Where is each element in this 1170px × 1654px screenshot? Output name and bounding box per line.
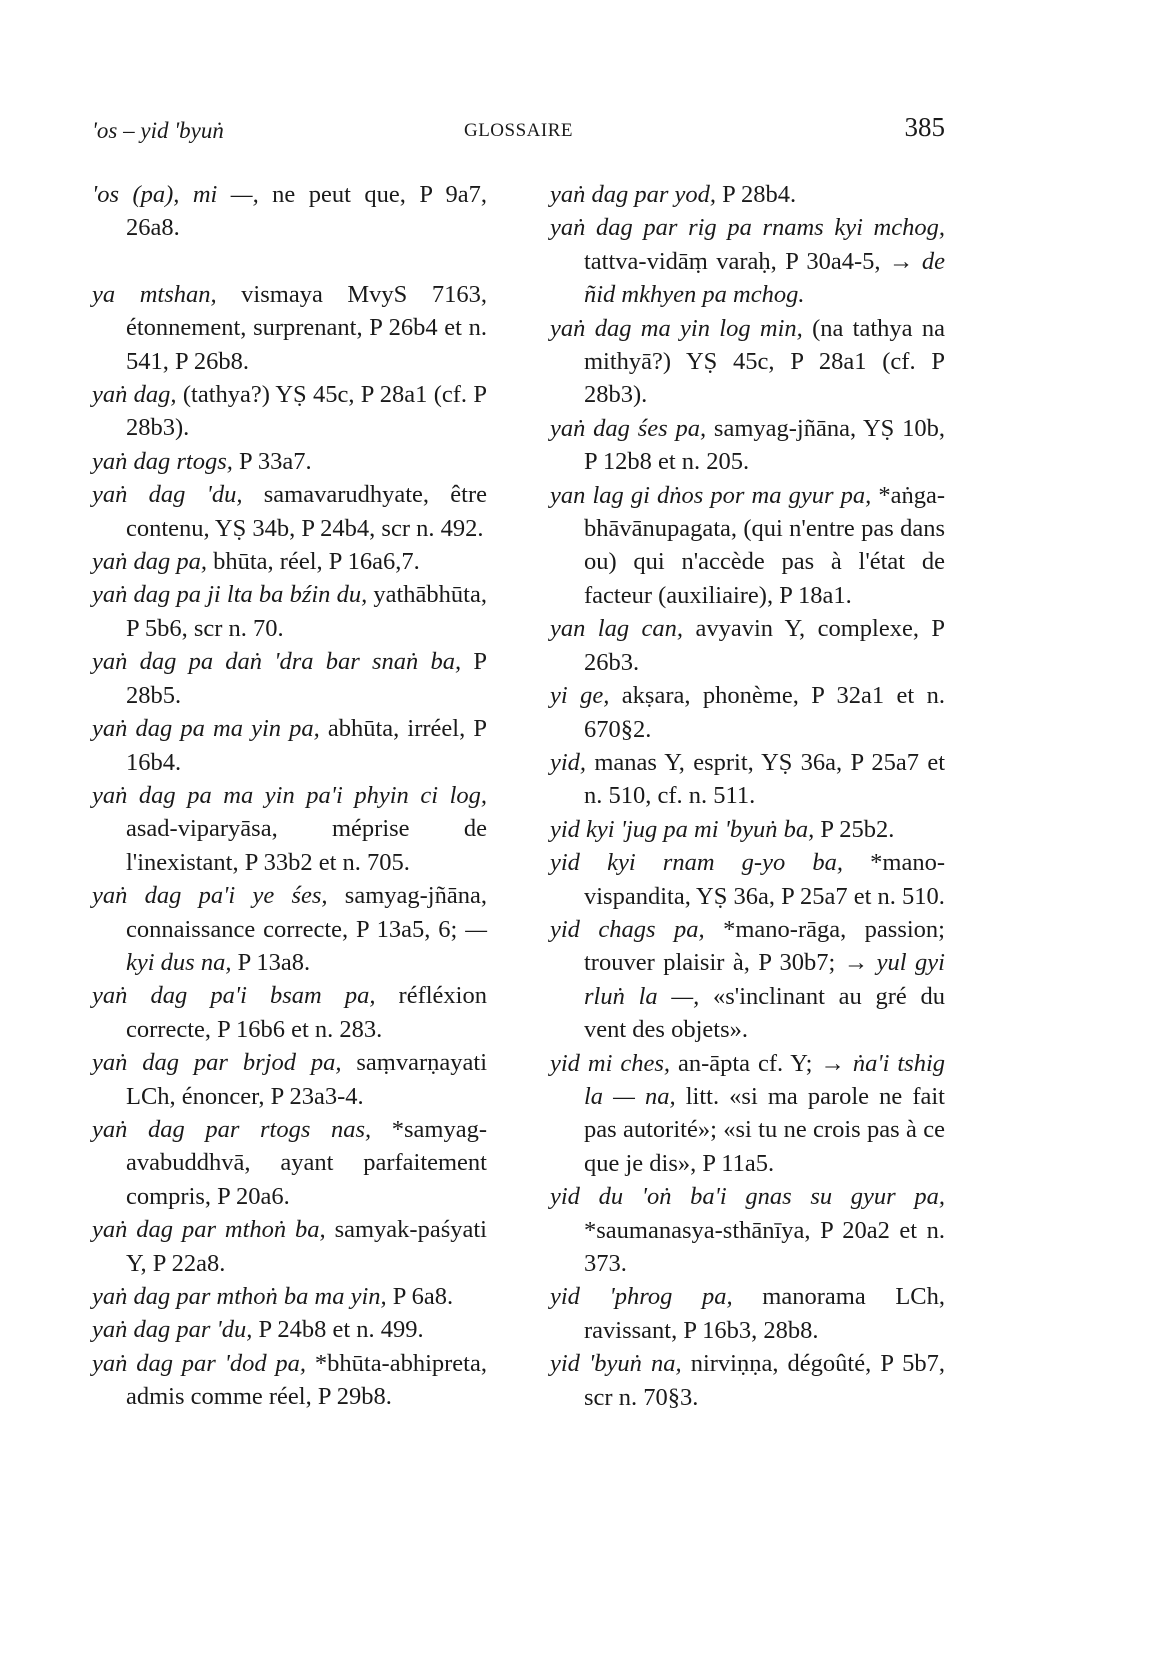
glossary-entry: [92, 979, 487, 1046]
glossary-entry: [92, 879, 487, 979]
entry-headword: yaṅ dag par 'du,: [92, 1316, 253, 1344]
glossary-entry: [550, 1347, 945, 1414]
entry-definition: (na tathya na mithyā?) YṢ 45c, P 28a1 (cf. P 28b3).: [584, 314, 945, 409]
entry-definition: *mano-vispandita, YṢ 36a, P 25a7 et n. 510.: [584, 849, 945, 910]
glossary-entry: [92, 645, 487, 712]
glossary-entry: [92, 712, 487, 779]
glossary-entry: [550, 1280, 945, 1347]
entry-definition: abhūta, irréel, P 16b4.: [126, 715, 487, 776]
entry-headword: yaṅ dag pa,: [92, 548, 207, 576]
entry-headword: yaṅ dag par rig pa rnams kyi mchog,: [550, 214, 945, 242]
glossary-entry: [550, 1047, 945, 1181]
glossary-entry: [92, 1347, 487, 1414]
entry-subheadword: de ñid mkhyen pa mchog.: [584, 247, 945, 309]
entry-headword: 'os (pa), mi —,: [92, 181, 259, 208]
page-number: 385: [904, 112, 945, 142]
glossary-entry: [550, 412, 945, 479]
entry-headword: yaṅ dag par 'dod pa,: [92, 1349, 307, 1377]
entry-definition: asad-viparyāsa, méprise de l'inexistant, P 33b2 et n. 705.: [126, 815, 487, 876]
entry-headword: yid 'byuṅ na,: [550, 1350, 682, 1378]
entry-headword: yaṅ dag pa ji lta ba bźin du,: [92, 581, 368, 609]
entry-definition: P 33a7.: [232, 447, 312, 475]
entry-subdefinition: litt. «si ma parole ne fait pas autorité»; «si tu ne crois pas à ce que je dis», P 11a5.: [584, 1082, 945, 1177]
entry-headword: yi ge,: [550, 682, 610, 710]
entry-headword: yaṅ dag par yod,: [550, 181, 717, 208]
entry-headword: yaṅ dag par rtogs nas,: [92, 1115, 372, 1143]
entry-headword: yaṅ dag pa'i bsam pa,: [92, 982, 376, 1010]
section-title: GLOSSAIRE: [463, 120, 573, 141]
entry-definition: avyavin Y, complexe, P 26b3.: [584, 615, 946, 676]
entry-definition: P 24b8 et n. 499.: [252, 1316, 424, 1344]
entry-headword: yaṅ dag par mthoṅ ba,: [92, 1216, 326, 1244]
entry-subheadword: — kyi dus na,: [126, 915, 487, 976]
glossary-entry: [550, 846, 945, 913]
entry-definition: bhūta, réel, P 16a6,7.: [207, 548, 420, 576]
glossary-entry: [550, 679, 945, 746]
entry-definition: manas Y, esprit, YṢ 36a, P 25a7 et n. 510, cf. n. 511.: [584, 748, 945, 810]
glossary-entry: [92, 445, 487, 478]
entry-definition: réfléxion correcte, P 16b6 et n. 283.: [126, 982, 487, 1043]
entry-headword: yaṅ dag,: [92, 381, 177, 409]
glossary-entry: [92, 1313, 487, 1346]
glossary-entry: [92, 1280, 487, 1313]
left-column: [92, 178, 487, 1414]
entry-definition: tattva-vidāṃ varaḥ, P 30a4-5, →: [584, 247, 914, 275]
entry-definition: akṣara, phonème, P 32a1 et n. 670§2.: [584, 682, 945, 743]
entry-definition: saṃvarṇayati LCh, énoncer, P 23a3-4.: [126, 1049, 487, 1110]
entry-definition: an-āpta cf. Y; →: [670, 1049, 845, 1077]
entry-headword: yaṅ dag 'du,: [92, 481, 243, 509]
page-header: [92, 112, 945, 152]
glossary-entry: [550, 312, 945, 412]
entry-headword: yid chags pa,: [550, 915, 705, 943]
entry-definition: *bhūta-abhipreta, admis comme réel, P 29b8.: [126, 1349, 487, 1411]
entry-headword: ya mtshan,: [92, 280, 217, 308]
glossary-entry: [550, 211, 945, 311]
entry-headword: yaṅ dag ma yin log min,: [550, 314, 803, 342]
entry-headword: yaṅ dag śes pa,: [550, 414, 707, 442]
entry-definition: (tathya?) YṢ 45c, P 28a1 (cf. P 28b3).: [126, 381, 487, 442]
glossary-entry: [92, 545, 487, 578]
entry-definition: P 25b2.: [814, 815, 895, 843]
entry-headword: yid kyi rnam g-yo ba,: [550, 849, 843, 877]
entry-headword: yaṅ dag pa ma yin pa'i phyin ci log,: [92, 781, 487, 809]
entry-subdefinition: «s'inclinant au gré du vent des objets».: [584, 982, 945, 1044]
glossary-entry: [550, 813, 945, 846]
entry-definition: samyag-jñāna, YṢ 10b, P 12b8 et n. 205.: [584, 414, 945, 476]
glossary-entry: [92, 378, 487, 445]
glossary-entry: [550, 612, 945, 679]
entry-definition: samyag-jñāna, connaissance correcte, P 13a5, 6;: [126, 882, 487, 943]
entry-definition: samyak-paśyati Y, P 22a8.: [126, 1216, 487, 1277]
entry-headword: yaṅ dag pa'i ye śes,: [92, 882, 328, 910]
glossary-entry: [92, 1213, 487, 1280]
entry-headword: yid mi ches,: [550, 1049, 670, 1077]
glossary-entry: [92, 478, 487, 545]
entry-subheadword: yul gyi rluṅ la —,: [584, 949, 945, 1010]
entry-definition: *aṅga-bhāvānupagata, (qui n'entre pas dans ou) qui n'accède pas à l'état de facteur (auxiliaire), P 18a1.: [584, 481, 945, 609]
entry-headword: yaṅ dag par brjod pa,: [92, 1049, 342, 1077]
entry-headword: yaṅ dag pa ma yin pa,: [92, 715, 320, 743]
glossary-entry: [92, 578, 487, 645]
glossary-entry: [550, 479, 945, 613]
entry-definition: vismaya MvyS 7163, étonnement, surprenant, P 26b4 et n. 541, P 26b8.: [126, 280, 487, 375]
entry-definition: *mano-rāga, passion; trouver plaisir à, P 30b7; →: [584, 915, 945, 977]
glossary-entry: [92, 779, 487, 879]
entry-headword: yan lag can,: [550, 615, 684, 643]
entry-definition: *saumanasya-sthānīya, P 20a2 et n. 373.: [584, 1216, 945, 1277]
right-column: [550, 178, 945, 1414]
entry-definition: ne peut que, P 9a7, 26a8.: [126, 181, 487, 242]
entry-definition: nirviṇṇa, dégoûté, P 5b7, scr n. 70§3.: [584, 1350, 946, 1411]
entry-definition: P 28b5.: [126, 648, 487, 709]
entry-headword: yaṅ dag par mthoṅ ba ma yin,: [92, 1283, 387, 1310]
entry-definition: samavarudhyate, être contenu, YṢ 34b, P 24b4, scr n. 492.: [126, 481, 487, 542]
glossary-entry: [92, 178, 487, 245]
running-head: 'os – yid 'byuṅ: [92, 118, 224, 143]
glossary-entry: [92, 1046, 487, 1113]
entry-headword: yaṅ dag rtogs,: [92, 447, 233, 475]
glossary-entry: [92, 278, 487, 378]
glossary-entry: [550, 913, 945, 1047]
glossary-entry: [550, 746, 945, 813]
glossary-entry: [550, 1180, 945, 1280]
entry-subheadword: ṅa'i tshig la — na,: [584, 1049, 946, 1110]
entry-headword: yid du 'oṅ ba'i gnas su gyur pa,: [550, 1183, 945, 1211]
entry-headword: yid,: [550, 748, 587, 776]
glossary-entry: [92, 1113, 487, 1213]
entry-definition: manorama LCh, ravissant, P 16b3, 28b8.: [584, 1283, 945, 1344]
entry-definition: P 28b4.: [716, 181, 797, 208]
entry-definition: *samyag-avabuddhvā, ayant parfaitement compris, P 20a6.: [126, 1115, 487, 1210]
entry-headword: yaṅ dag pa daṅ 'dra bar snaṅ ba,: [92, 648, 462, 676]
entry-definition: yathābhūta, P 5b6, scr n. 70.: [126, 581, 487, 642]
glossary-entry: [550, 178, 945, 211]
entry-headword: yid kyi 'jug pa mi 'byuṅ ba,: [550, 815, 815, 843]
entry-definition: P 6a8.: [386, 1283, 454, 1310]
entry-headword: yan lag gi dṅos por ma gyur pa,: [550, 481, 872, 509]
entry-subdefinition: P 13a8.: [231, 948, 311, 976]
entry-headword: yid 'phrog pa,: [550, 1283, 733, 1311]
